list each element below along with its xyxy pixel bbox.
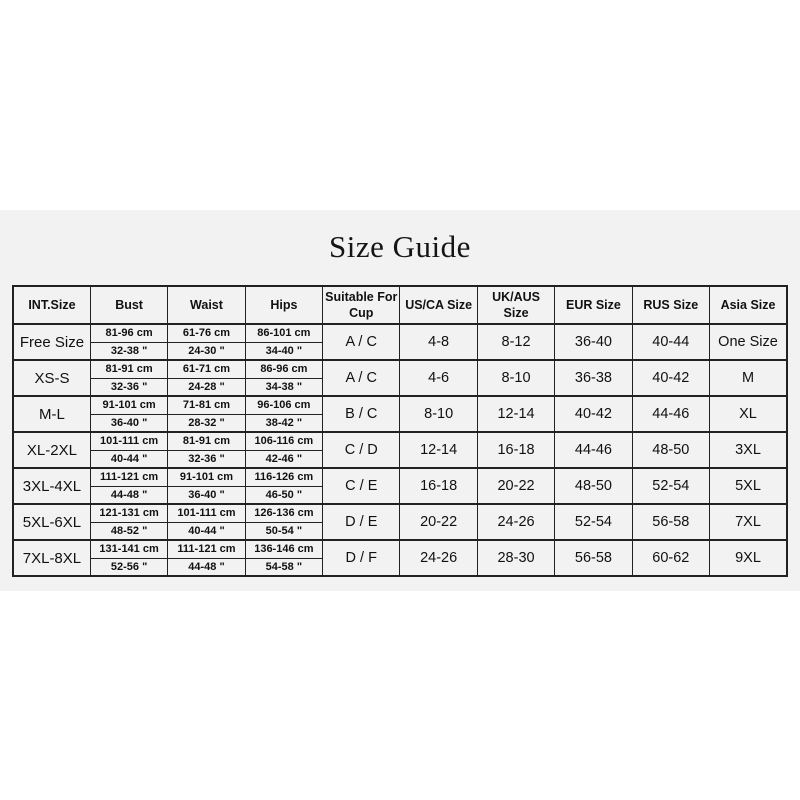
cell-waist-in: 40-44 " [168,522,245,540]
cell-uk-aus: 8-10 [477,360,554,396]
cell-int-size: XS-S [13,360,90,396]
cell-cup: D / E [323,504,400,540]
cell-uk-aus: 24-26 [477,504,554,540]
header-cell-4: Suitable For Cup [323,286,400,324]
cell-hips-cm: 126-136 cm [245,504,322,522]
cell-bust-in: 52-56 " [90,558,167,576]
header-cell-8: RUS Size [632,286,709,324]
cell-rus: 48-50 [632,432,709,468]
cell-hips-in: 42-46 " [245,450,322,468]
cell-asia: XL [710,396,787,432]
cell-eur: 36-40 [555,324,632,360]
cell-hips-cm: 106-116 cm [245,432,322,450]
cell-waist-cm: 81-91 cm [168,432,245,450]
cell-eur: 40-42 [555,396,632,432]
table-body [13,324,787,576]
cell-waist-in: 24-30 " [168,342,245,360]
cell-waist-cm: 91-101 cm [168,468,245,486]
cell-rus: 60-62 [632,540,709,576]
cell-cup: C / E [323,468,400,504]
cell-uk-aus: 28-30 [477,540,554,576]
cell-hips-in: 46-50 " [245,486,322,504]
cell-waist-cm: 101-111 cm [168,504,245,522]
size-row [13,396,787,414]
cell-rus: 52-54 [632,468,709,504]
cell-us-ca: 20-22 [400,504,477,540]
cell-bust-cm: 111-121 cm [90,468,167,486]
size-row [13,324,787,342]
cell-asia: M [710,360,787,396]
header-cell-5: US/CA Size [400,286,477,324]
cell-us-ca: 4-8 [400,324,477,360]
cell-asia: 9XL [710,540,787,576]
cell-bust-in: 44-48 " [90,486,167,504]
cell-eur: 44-46 [555,432,632,468]
size-row [13,504,787,522]
cell-us-ca: 8-10 [400,396,477,432]
cell-int-size: 3XL-4XL [13,468,90,504]
cell-bust-cm: 131-141 cm [90,540,167,558]
cell-us-ca: 16-18 [400,468,477,504]
cell-hips-cm: 116-126 cm [245,468,322,486]
cell-hips-cm: 86-96 cm [245,360,322,378]
size-guide-table [12,285,788,577]
cell-waist-in: 24-28 " [168,378,245,396]
cell-bust-in: 48-52 " [90,522,167,540]
cell-waist-cm: 61-71 cm [168,360,245,378]
cell-waist-in: 44-48 " [168,558,245,576]
cell-waist-cm: 61-76 cm [168,324,245,342]
cell-cup: A / C [323,324,400,360]
cell-cup: A / C [323,360,400,396]
cell-uk-aus: 20-22 [477,468,554,504]
cell-int-size: 5XL-6XL [13,504,90,540]
cell-bust-in: 32-36 " [90,378,167,396]
cell-rus: 40-44 [632,324,709,360]
header-cell-7: EUR Size [555,286,632,324]
cell-asia: 3XL [710,432,787,468]
cell-bust-in: 32-38 " [90,342,167,360]
size-row [13,468,787,486]
cell-cup: B / C [323,396,400,432]
cell-asia: 7XL [710,504,787,540]
cell-waist-in: 32-36 " [168,450,245,468]
cell-us-ca: 12-14 [400,432,477,468]
cell-eur: 52-54 [555,504,632,540]
cell-uk-aus: 12-14 [477,396,554,432]
header-cell-0: INT.Size [13,286,90,324]
cell-bust-in: 40-44 " [90,450,167,468]
cell-hips-in: 34-40 " [245,342,322,360]
header-cell-6: UK/AUS Size [477,286,554,324]
cell-us-ca: 4-6 [400,360,477,396]
cell-rus: 40-42 [632,360,709,396]
cell-waist-in: 28-32 " [168,414,245,432]
cell-bust-cm: 81-96 cm [90,324,167,342]
cell-cup: D / F [323,540,400,576]
size-guide-panel [0,210,800,591]
cell-bust-in: 36-40 " [90,414,167,432]
cell-eur: 36-38 [555,360,632,396]
cell-bust-cm: 81-91 cm [90,360,167,378]
cell-rus: 44-46 [632,396,709,432]
cell-waist-in: 36-40 " [168,486,245,504]
size-row [13,360,787,378]
cell-int-size: M-L [13,396,90,432]
header-cell-1: Bust [90,286,167,324]
cell-int-size: XL-2XL [13,432,90,468]
cell-bust-cm: 121-131 cm [90,504,167,522]
cell-int-size: 7XL-8XL [13,540,90,576]
size-row [13,432,787,450]
cell-hips-in: 38-42 " [245,414,322,432]
cell-hips-in: 50-54 " [245,522,322,540]
cell-rus: 56-58 [632,504,709,540]
cell-uk-aus: 8-12 [477,324,554,360]
cell-hips-in: 34-38 " [245,378,322,396]
cell-eur: 56-58 [555,540,632,576]
cell-uk-aus: 16-18 [477,432,554,468]
cell-int-size: Free Size [13,324,90,360]
cell-hips-cm: 96-106 cm [245,396,322,414]
cell-hips-cm: 136-146 cm [245,540,322,558]
size-row [13,540,787,558]
header-row [13,286,787,324]
cell-waist-cm: 111-121 cm [168,540,245,558]
header-cell-2: Waist [168,286,245,324]
cell-asia: 5XL [710,468,787,504]
cell-hips-cm: 86-101 cm [245,324,322,342]
header-cell-3: Hips [245,286,322,324]
cell-bust-cm: 91-101 cm [90,396,167,414]
cell-asia: One Size [710,324,787,360]
cell-cup: C / D [323,432,400,468]
cell-eur: 48-50 [555,468,632,504]
cell-hips-in: 54-58 " [245,558,322,576]
header-cell-9: Asia Size [710,286,787,324]
table-header [13,286,787,324]
cell-bust-cm: 101-111 cm [90,432,167,450]
page-title: Size Guide [329,229,471,264]
cell-waist-cm: 71-81 cm [168,396,245,414]
cell-us-ca: 24-26 [400,540,477,576]
